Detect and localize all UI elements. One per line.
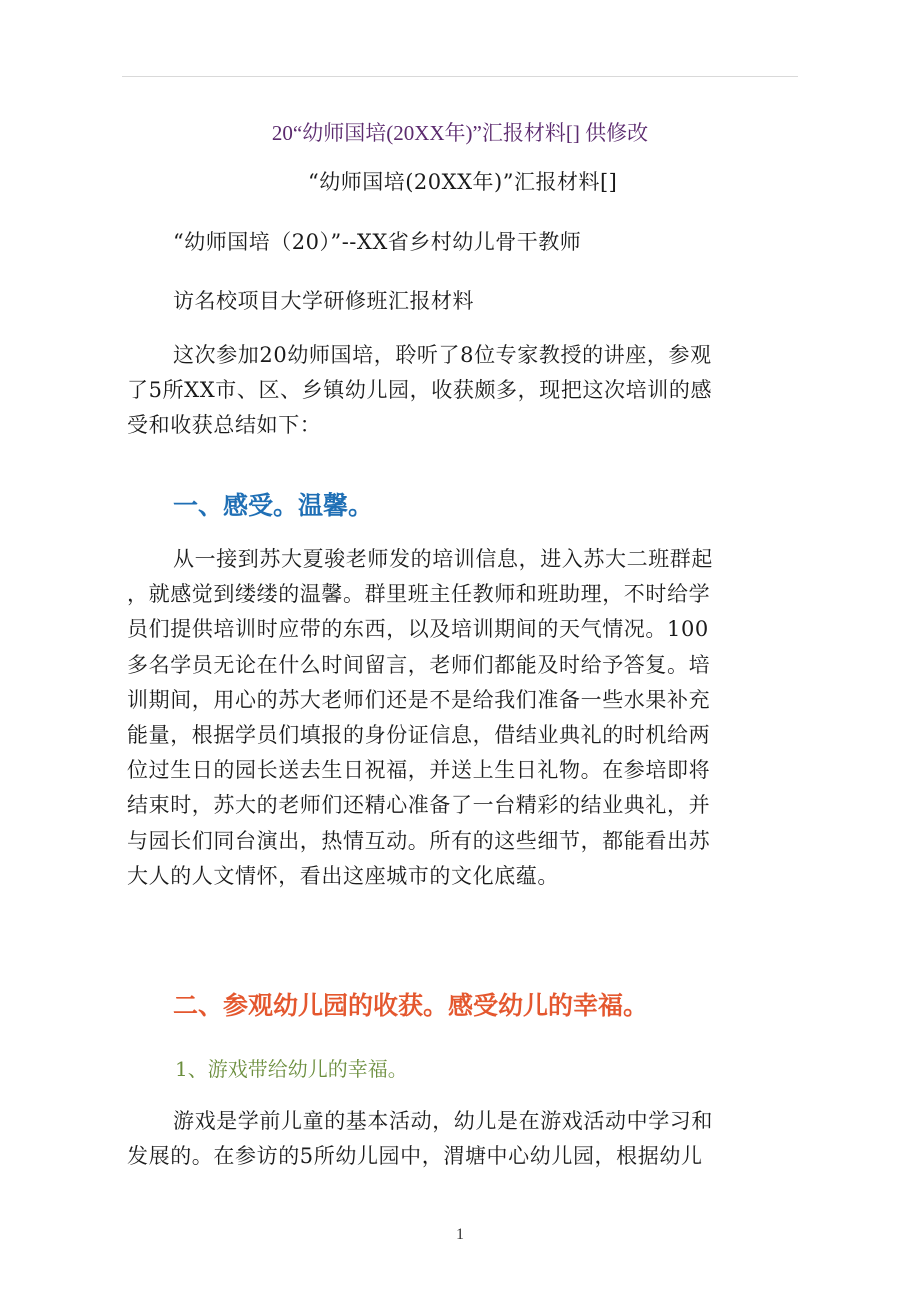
subsection1-line: 发展的。在参访的5所幼儿园中，渭塘中心幼儿园，根据幼儿 — [127, 1144, 703, 1169]
section1-line: 能量，根据学员们填报的身份证信息，借结业典礼的时机给两 — [127, 723, 711, 748]
project-line: “幼师国培（20）”--XX省乡村幼儿骨干教师 — [173, 230, 582, 254]
intro-line: 受和收获总结如下： — [127, 413, 322, 438]
section1-line: 训期间，用心的苏大老师们还是不是给我们准备一些水果补充 — [127, 687, 711, 712]
section1-line: 员们提供培训时应带的东西，以及培训期间的天气情况。100 — [127, 617, 709, 642]
intro-line: 了5所XX市、区、乡镇幼儿园，收获颇多，现把这次培训的感 — [127, 378, 713, 403]
subsection1-paragraph — [127, 1104, 797, 1174]
page-number: 1 — [456, 1226, 464, 1243]
section1-line: 结束时，苏大的老师们还精心准备了一台精彩的结业典礼，并 — [127, 793, 711, 818]
subsection1-line: 游戏是学前儿童的基本活动，幼儿是在游戏活动中学习和 — [173, 1109, 713, 1133]
section1-line: 大人的人文情怀，看出这座城市的文化底蕴。 — [127, 863, 559, 888]
section1-line: 与园长们同台演出，热情互动。所有的这些细节，都能看出苏 — [127, 828, 711, 853]
section1-heading: 一、感受。温馨。 — [173, 491, 374, 520]
document-title: 20“幼师国培(20XX年)”汇报材料[] 供修改 — [271, 121, 649, 145]
section2-heading: 二、参观幼儿园的收获。感受幼儿的幸福。 — [173, 991, 649, 1020]
intro-paragraph — [127, 338, 797, 444]
section1-line: ，就感觉到缕缕的温馨。群里班主任教师和班助理，不时给学 — [127, 582, 711, 607]
intro-line: 这次参加20幼师国培，聆听了8位专家教授的讲座，参观 — [173, 343, 712, 367]
subsection1-heading: 1、游戏带给幼儿的幸福。 — [175, 1057, 408, 1081]
section1-line: 位过生日的园长送去生日祝福，并送上生日礼物。在参培即将 — [127, 758, 711, 783]
section1-paragraph — [127, 542, 797, 894]
project-line-2: 访名校项目大学研修班汇报材料 — [173, 289, 474, 313]
section1-line: 多名学员无论在什么时间留言，老师们都能及时给予答复。培 — [127, 652, 711, 677]
document-subtitle: “幼师国培(20XX年)”汇报材料[] — [308, 170, 618, 194]
section1-line: 从一接到苏大夏骏老师发的培训信息，进入苏大二班群起 — [173, 547, 713, 571]
header-rule — [122, 76, 798, 77]
